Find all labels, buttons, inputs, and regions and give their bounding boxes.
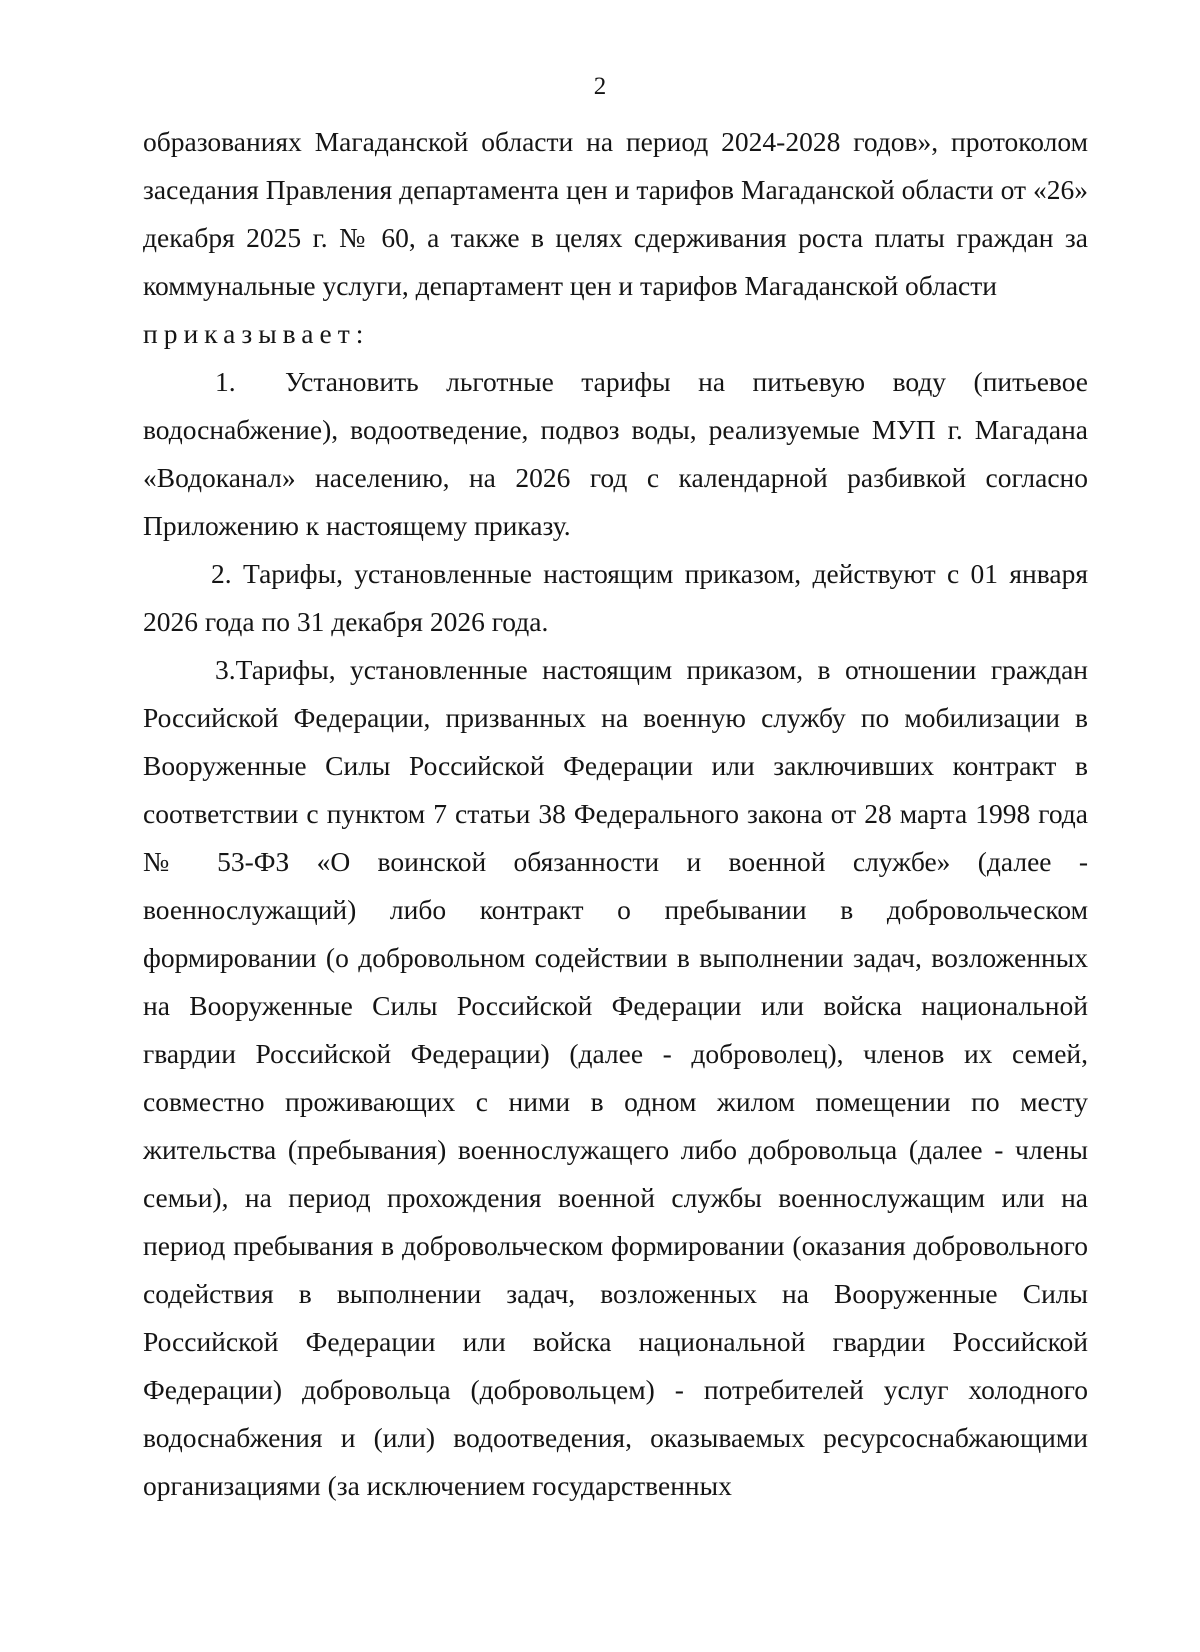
- intro-paragraph: образованиях Магаданской области на период 2024-2028 годов», протоколом заседания Правления департамента цен и тарифов Магаданской области от «26» декабря 2025 г. № 60, а также в целях сдерживания роста платы граждан за коммунальные услуги, департамент цен и тарифов Магаданской области: [143, 126, 1088, 301]
- item-1-text: Установить льготные тарифы на питьевую воду (питьевое водоснабжение), водоотведение, подвоз воды, реализуемые МУП г. Магадана «Водоканал» населению, на 2026 год с календарной разбивкой согласно Приложению к настоящему приказу.: [143, 366, 1088, 541]
- item-2-text: Тарифы, установленные настоящим приказом, действуют с 01 января 2026 года по 31 декабря 2026 года.: [143, 558, 1089, 637]
- document-body: [143, 118, 1088, 1510]
- item-3-paragraph: [143, 646, 1088, 1510]
- item-1-paragraph: [143, 358, 1088, 550]
- item-2-paragraph: [143, 550, 1088, 646]
- item-3-text: Тарифы, установленные настоящим приказом, в отношении граждан Российской Федерации, призванных на военную службу по мобилизации в Вооруженные Силы Российской Федерации или заключивших контракт в соответствии с пунктом 7 статьи 38 Федерального закона от 28 марта 1998 года № 53-ФЗ «О воинской обязанности и военной службе» (далее - военнослужащий) либо контракт о пребывании в добровольческом формировании (о добровольном содействии в выполнении задач, возложенных на Вооруженные Силы Российской Федерации или войска национальной гвардии Российской Федерации) (далее - доброволец), членов их семей, совместно проживающих с ними в одном жилом помещении по месту жительства (пребывания) военнослужащего либо добровольца (далее - члены семьи), на период прохождения военной службы военнослужащим или на период пребывания в добровольческом формировании (оказания добровольного содействия в выполнении задач, возложенных на Вооруженные Силы Российской Федерации или войска национальной гвардии Российской Федерации) добровольца (добровольцем) - потребителей услуг холодного водоснабжения и (или) водоотведения, оказываемых ресурсоснабжающими организациями (за исключением государственных: [143, 654, 1088, 1501]
- item-2-number: 2.: [211, 558, 232, 589]
- order-word: приказывает:: [143, 318, 370, 349]
- page-number: 2: [593, 73, 607, 100]
- item-1-number: 1.: [215, 366, 236, 397]
- item-3-number: 3.: [215, 654, 236, 685]
